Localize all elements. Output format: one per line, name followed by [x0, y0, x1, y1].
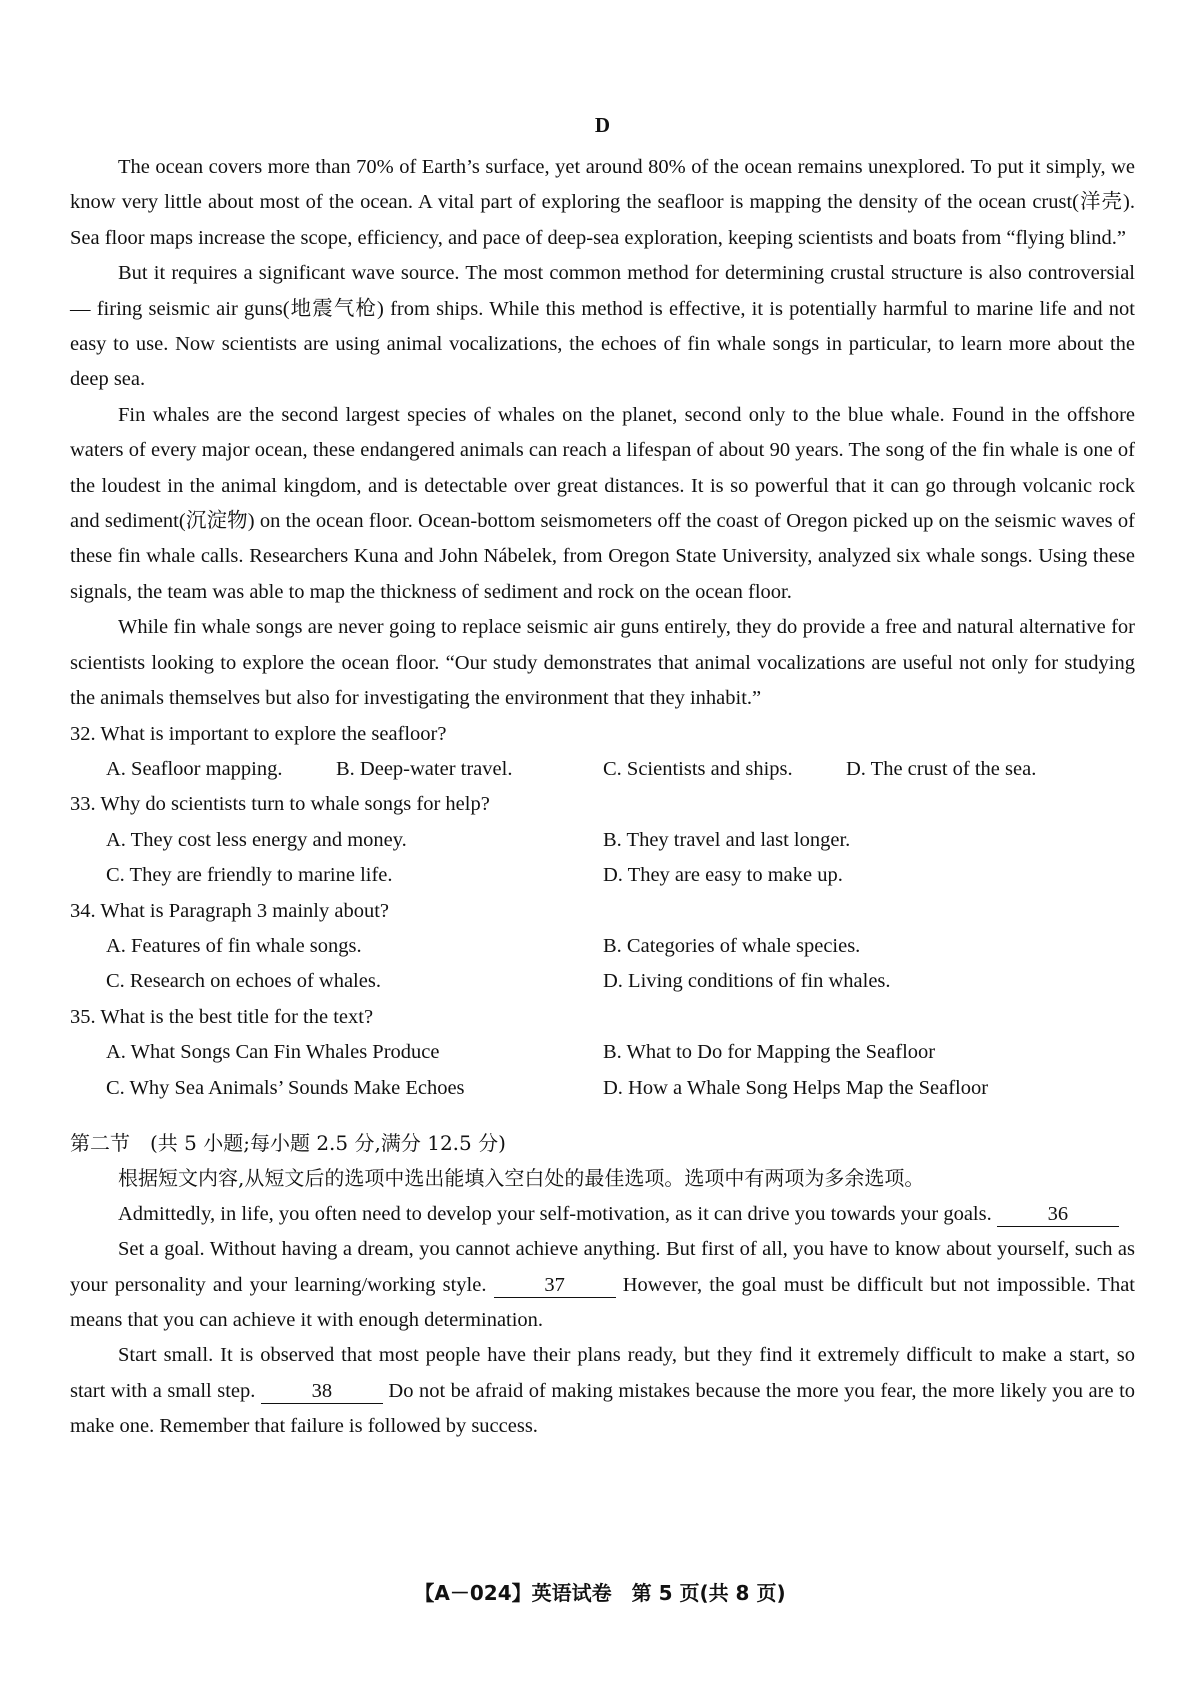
option-row: [70, 858, 1135, 893]
option-a: A. Seafloor mapping.: [106, 757, 283, 780]
option-d: D. Living conditions of fin whales.: [603, 970, 891, 993]
passage-paragraph-4: While fin whale songs are never going to replace seismic air guns entirely, they do provide a free and natural alternative for scientists looking to explore the ocean floor. “Our study demonstrates that animal vocalizations are useful not only for studying the animals themselves but also for investigating the environment that they inhabit.”: [70, 616, 1135, 710]
option-a: A. What Songs Can Fin Whales Produce: [106, 1041, 440, 1064]
option-a: A. They cost less energy and money.: [106, 828, 407, 851]
passage-paragraph-3: Fin whales are the second largest species of whales on the planet, second only to the blue whale. Found in the offshore waters of every major ocean, these endangered animals can reach a lifespan of about 90 years. The song of the fin whale is one of the loudest in the animal kingdom, and is detectable over great distances. It is so powerful that it can go through volcanic rock and sediment(沉淀物) on the ocean floor. Ocean-bottom seismometers off the coast of Oregon picked up on the seismic waves of these fin whale calls. Researchers Kuna and John Nábelek, from Oregon State University, analyzed six whale songs. Using these signals, the team was able to map the thickness of sediment and rock on the ocean floor.: [70, 403, 1135, 603]
cloze-text: Start small. It is observed that most people have their plans ready, but they find it extremely difficult to make a start, so start with a small step.: [70, 1344, 1135, 1402]
question-stem: 34. What is Paragraph 3 mainly about?: [70, 899, 390, 922]
option-d: D. How a Whale Song Helps Map the Seafloor: [603, 1076, 989, 1099]
section-2-heading: 第二节 (共 5 小题;每小题 2.5 分,满分 12.5 分): [70, 1130, 506, 1155]
option-c: C. Why Sea Animals’ Sounds Make Echoes: [106, 1076, 465, 1099]
page-content: [70, 112, 1135, 1445]
option-b: B. Categories of whale species.: [603, 934, 861, 957]
blank-36: 36: [997, 1202, 1119, 1227]
passage-paragraph-1: The ocean covers more than 70% of Earth’s surface, yet around 80% of the ocean remains unexplored. To put it simply, we know very little about most of the ocean. A vital part of exploring the seafloor is mapping the density of the ocean crust(洋壳). Sea floor maps increase the scope, efficiency, and pace of deep-sea exploration, keeping scientists and boats from “flying blind.”: [70, 156, 1135, 249]
option-d: D. They are easy to make up.: [603, 864, 843, 887]
option-row: [70, 1035, 1135, 1070]
cloze-paragraph-2: [70, 1232, 1135, 1338]
question-34: [70, 894, 1135, 1000]
blank-37: 37: [494, 1273, 616, 1298]
cloze-paragraph-1: [70, 1197, 1135, 1232]
option-c: C. They are friendly to marine life.: [106, 864, 393, 887]
option-row: [70, 1071, 1135, 1106]
section-2-instruction: 根据短文内容,从短文后的选项中选出能填入空白处的最佳选项。选项中有两项为多余选项。: [118, 1166, 925, 1191]
cloze-text: Do not be afraid of making mistakes because the more you fear, the more likely you are to make one. Remember that failure is followed by success.: [70, 1379, 1136, 1438]
option-c: C. Research on echoes of whales.: [106, 970, 381, 993]
cloze-text: Admittedly, in life, you often need to develop your self-motivation, as it can drive you towards your goals.: [118, 1202, 992, 1225]
question-32: [70, 717, 1135, 788]
option-b: B. What to Do for Mapping the Seafloor: [603, 1041, 936, 1064]
question-33: [70, 787, 1135, 893]
option-row: [70, 929, 1135, 964]
option-a: A. Features of fin whale songs.: [106, 934, 362, 957]
option-row: [70, 964, 1135, 999]
option-row: [70, 823, 1135, 858]
question-stem: 33. Why do scientists turn to whale songs for help?: [70, 793, 490, 816]
question-35: [70, 1000, 1135, 1106]
blank-38: 38: [261, 1379, 383, 1404]
option-c: C. Scientists and ships.: [603, 757, 793, 780]
cloze-text: However, the goal must be difficult but not impossible. That means that you can achieve it with enough determination.: [70, 1273, 1135, 1331]
option-row: [70, 752, 1135, 787]
option-b: B. Deep-water travel.: [336, 757, 513, 780]
question-stem: 35. What is the best title for the text?: [70, 1005, 374, 1028]
passage-paragraph-2: But it requires a significant wave source. The most common method for determining crustal structure is also controversial — firing seismic air guns(地震气枪) from ships. While this method is effective, it is potentially harmful to marine life and not easy to use. Now scientists are using animal vocalizations, the echoes of fin whale songs in particular, to learn more about the deep sea.: [70, 262, 1135, 391]
question-stem: 32. What is important to explore the seafloor?: [70, 722, 447, 745]
section-gap: [70, 1106, 1135, 1126]
option-d: D. The crust of the sea.: [846, 757, 1037, 780]
option-b: B. They travel and last longer.: [603, 828, 851, 851]
page-footer: 【A－024】英语试卷 第 5 页(共 8 页): [414, 1581, 786, 1605]
cloze-paragraph-3: [70, 1338, 1135, 1444]
section-letter: D: [594, 113, 611, 137]
cloze-text: Set a goal. Without having a dream, you cannot achieve anything. But first of all, you have to know about yourself, such as your personality and your learning/working style.: [70, 1238, 1135, 1296]
